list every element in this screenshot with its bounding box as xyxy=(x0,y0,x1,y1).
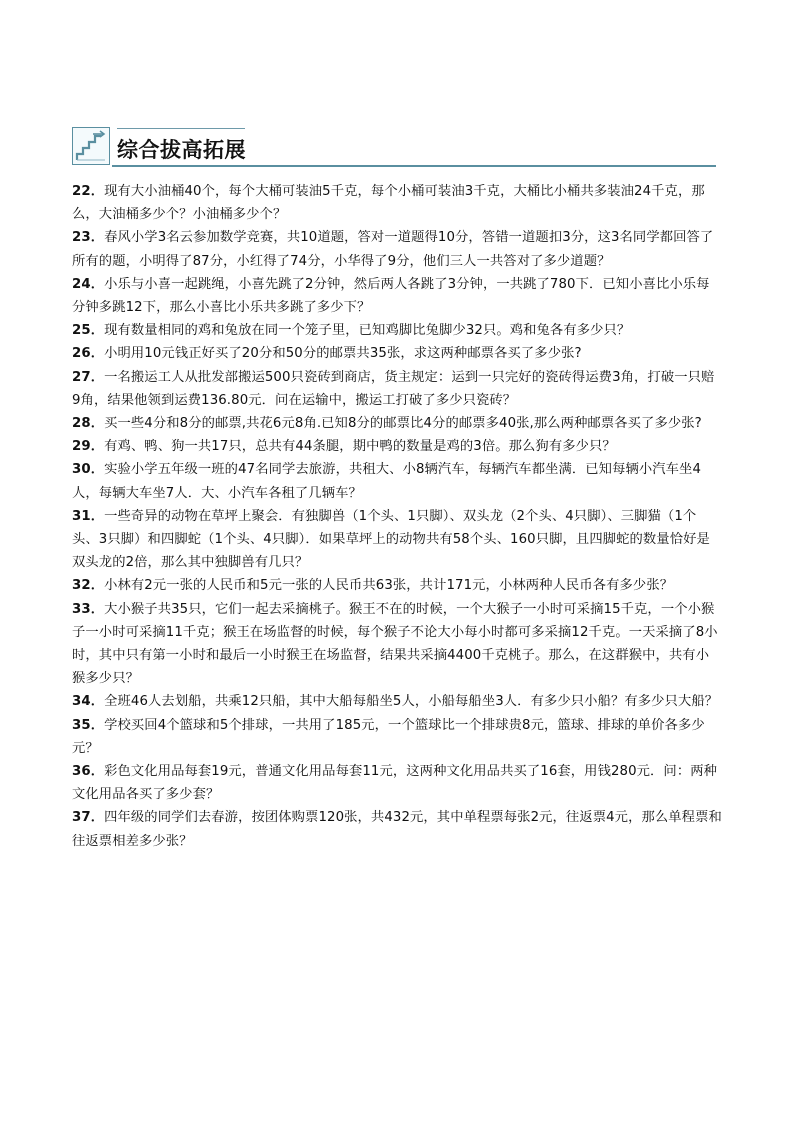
question-number: 30． xyxy=(72,462,105,478)
question-text: 小乐与小喜一起跳绳，小喜先跳了2分钟，然后两人各跳了3分钟，一共跳了780下．已知小喜比小乐每分钟多跳12下，那么小喜比小乐共多跳了多少下？ xyxy=(72,276,710,316)
question-number: 32． xyxy=(72,578,105,594)
question-34 xyxy=(72,690,722,713)
question-29 xyxy=(72,435,722,458)
question-33 xyxy=(72,598,722,691)
question-number: 26． xyxy=(72,346,105,362)
question-30 xyxy=(72,458,722,504)
question-text: 一名搬运工人从批发部搬运500只瓷砖到商店，货主规定：运到一只完好的瓷砖得运费3角，打破一只赔9角，结果他领到运费136.80元．问在运输中，搬运工打破了多少只瓷砖？ xyxy=(72,369,715,408)
stairs-icon xyxy=(72,127,110,165)
question-text: 小林有2元一张的人民币和5元一张的人民币共63张，共计171元，小林两种人民币各有多少张？ xyxy=(104,578,674,594)
question-number: 28． xyxy=(72,416,105,432)
question-27 xyxy=(72,366,722,412)
question-list xyxy=(72,180,722,853)
question-text: 小明用10元钱正好买了20分和50分的邮票共35张，求这两种邮票各买了多少张? xyxy=(104,346,582,362)
question-number: 31． xyxy=(72,508,105,524)
question-text: 现有大小油桶40个，每个大桶可装油5千克，每个小桶可装油3千克，大桶比小桶共多装油24千克，那么，大油桶多少个？小油桶多少个？ xyxy=(72,184,705,223)
question-text: 现有数量相同的鸡和兔放在同一个笼子里，已知鸡脚比兔脚少32只。鸡和兔各有多少只？ xyxy=(104,323,631,339)
question-number: 23． xyxy=(72,230,105,246)
header-divider xyxy=(112,165,716,167)
question-text: 有鸡、鸭、狗一共17只，总共有44条腿，期中鸭的数量是鸡的3倍。那么狗有多少只？ xyxy=(104,439,616,455)
title-top-rule xyxy=(117,128,245,129)
question-number: 35． xyxy=(72,717,105,733)
question-text: 四年级的同学们去春游，按团体购票120张，共432元，其中单程票每张2元，往返票4元，那么单程票和往返票相差多少张？ xyxy=(72,810,722,849)
question-text: 春风小学3名云参加数学竞赛，共10道题，答对一道题得10分，答错一道题扣3分，这3名同学都回答了所有的题，小明得了87分，小红得了74分，小华得了9分，他们三人一共答对了多少道题？ xyxy=(72,230,714,269)
question-24 xyxy=(72,273,722,319)
question-32 xyxy=(72,574,722,597)
question-number: 34． xyxy=(72,694,105,710)
question-36 xyxy=(72,760,722,806)
section-header xyxy=(72,125,716,169)
question-text: 彩色文化用品每套19元，普通文化用品每套11元，这两种文化用品共买了16套，用钱280元．问：两种文化用品各买了多少套？ xyxy=(72,764,718,803)
question-text: 实验小学五年级一班的47名同学去旅游，共租大、小8辆汽车，每辆汽车都坐满．已知每辆小汽车坐4人，每辆大车坐7人．大、小汽车各租了几辆车？ xyxy=(72,462,702,501)
question-number: 36． xyxy=(72,764,105,780)
question-37 xyxy=(72,806,722,852)
question-35 xyxy=(72,714,722,760)
question-text: 学校买回4个篮球和5个排球，一共用了185元，一个篮球比一个排球贵8元，篮球、排球的单价各多少元？ xyxy=(72,717,705,756)
question-25 xyxy=(72,319,722,342)
question-number: 22． xyxy=(72,184,105,199)
question-28 xyxy=(72,412,722,435)
question-number: 37． xyxy=(72,810,105,826)
question-23 xyxy=(72,226,722,272)
question-number: 24． xyxy=(72,276,105,292)
section-title: 综合拔高拓展 xyxy=(117,137,246,162)
question-31 xyxy=(72,505,722,575)
question-text: 一些奇异的动物在草坪上聚会．有独脚兽（1个头、1只脚）、双头龙（2个头、4只脚）、三脚猫（1个头、3只脚）和四脚蛇（1个头、4只脚）．如果草坪上的动物共有58个头、160只脚，且四脚蛇的数量恰好是双头龙的2倍，那么其中独脚兽有几只？ xyxy=(72,508,710,571)
question-number: 33． xyxy=(72,601,105,617)
question-number: 25． xyxy=(72,323,105,339)
question-26 xyxy=(72,342,722,365)
question-number: 29． xyxy=(72,439,105,455)
question-number: 27． xyxy=(72,369,105,385)
question-text: 大小猴子共35只，它们一起去采摘桃子。猴王不在的时候，一个大猴子一小时可采摘15千克，一个小猴子一小时可采摘11千克；猴王在场监督的时候，每个猴子不论大小每小时都可多采摘12千克。一天采摘了8小时，其中只有第一小时和最后一小时猴王在场监督，结果共采摘4400千克桃子。那么，在这群猴中，共有小猴多少只？ xyxy=(72,601,718,687)
question-22 xyxy=(72,180,722,226)
question-text: 全班46人去划船，共乘12只船，其中大船每船坐5人，小船每船坐3人．有多少只小船？有多少只大船？ xyxy=(104,694,719,710)
question-text: 买一些4分和8分的邮票,共花6元8角.已知8分的邮票比4分的邮票多40张,那么两种邮票各买了多少张? xyxy=(104,416,702,432)
